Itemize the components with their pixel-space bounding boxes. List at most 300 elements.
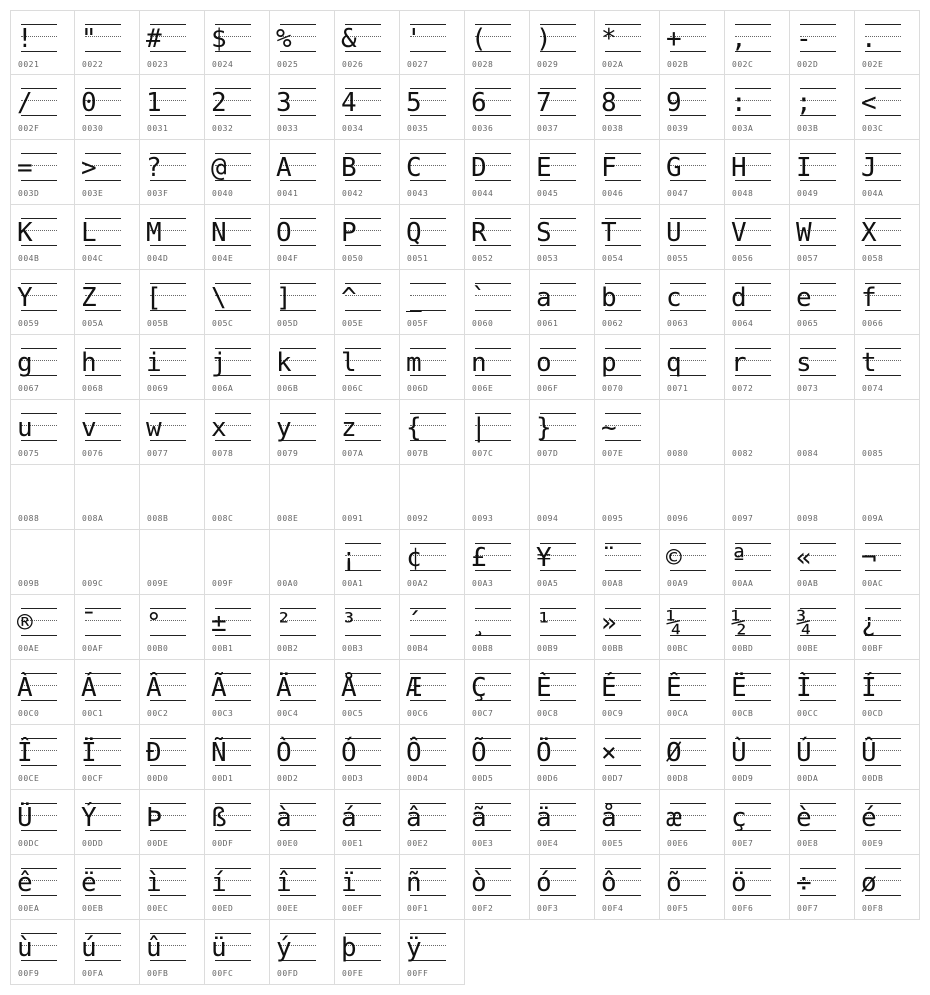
glyph-cell[interactable] bbox=[335, 660, 400, 725]
glyph-character: W bbox=[796, 218, 812, 248]
glyph-cell[interactable] bbox=[400, 335, 465, 400]
glyph-codepoint: 00FC bbox=[212, 969, 234, 978]
glyph-cell[interactable] bbox=[530, 660, 595, 725]
glyph-character bbox=[17, 477, 57, 509]
glyph-character: ã bbox=[471, 803, 487, 833]
glyph-codepoint: 00CA bbox=[667, 709, 689, 718]
glyph-cell[interactable] bbox=[790, 660, 855, 725]
glyph-cell[interactable] bbox=[660, 595, 725, 660]
glyph-cell[interactable] bbox=[530, 140, 595, 205]
glyph-cell[interactable] bbox=[140, 595, 205, 660]
glyph-cell[interactable] bbox=[335, 855, 400, 920]
glyph-codepoint: 00F2 bbox=[472, 904, 494, 913]
glyph-cell[interactable] bbox=[530, 10, 595, 75]
glyph-cell[interactable] bbox=[465, 75, 530, 140]
glyph-cell[interactable] bbox=[660, 530, 725, 595]
glyph-cell[interactable] bbox=[75, 270, 140, 335]
character-map-grid bbox=[10, 10, 920, 985]
glyph-cell[interactable] bbox=[530, 530, 595, 595]
glyph-cell[interactable] bbox=[270, 790, 335, 855]
glyph-character: Ó bbox=[341, 738, 357, 768]
glyph-codepoint: 008B bbox=[147, 514, 169, 523]
glyph-cell[interactable] bbox=[790, 205, 855, 270]
glyph-cell[interactable] bbox=[205, 790, 270, 855]
glyph-cell[interactable] bbox=[205, 465, 270, 530]
glyph-codepoint: 00C2 bbox=[147, 709, 169, 718]
glyph-cell[interactable] bbox=[465, 335, 530, 400]
glyph-codepoint: 005E bbox=[342, 319, 364, 328]
glyph-cell[interactable] bbox=[790, 335, 855, 400]
glyph-codepoint: 00F4 bbox=[602, 904, 624, 913]
glyph-cell[interactable] bbox=[270, 270, 335, 335]
glyph-character: & bbox=[341, 24, 357, 54]
glyph-cell[interactable] bbox=[660, 725, 725, 790]
glyph-cell[interactable] bbox=[270, 465, 335, 530]
glyph-cell[interactable] bbox=[660, 855, 725, 920]
glyph-cell[interactable] bbox=[75, 595, 140, 660]
glyph-character: ì bbox=[146, 868, 162, 898]
glyph-cell[interactable] bbox=[660, 75, 725, 140]
glyph-cell[interactable] bbox=[790, 270, 855, 335]
glyph-cell[interactable] bbox=[595, 140, 660, 205]
glyph-cell[interactable] bbox=[400, 855, 465, 920]
glyph-cell[interactable] bbox=[465, 855, 530, 920]
glyph-character: ÿ bbox=[406, 933, 422, 963]
glyph-cell[interactable] bbox=[465, 530, 530, 595]
glyph-cell[interactable] bbox=[660, 400, 725, 465]
glyph-cell[interactable] bbox=[75, 920, 140, 985]
glyph-cell[interactable] bbox=[595, 465, 660, 530]
glyph-codepoint: 00F1 bbox=[407, 904, 429, 913]
glyph-cell[interactable] bbox=[205, 400, 270, 465]
glyph-codepoint: 00D4 bbox=[407, 774, 429, 783]
glyph-character: ë bbox=[81, 868, 97, 898]
glyph-cell[interactable] bbox=[595, 75, 660, 140]
glyph-character bbox=[861, 477, 901, 509]
glyph-cell[interactable] bbox=[530, 205, 595, 270]
glyph-cell[interactable] bbox=[660, 790, 725, 855]
glyph-codepoint: 00E7 bbox=[732, 839, 754, 848]
glyph-character: - bbox=[796, 24, 812, 54]
glyph-cell[interactable] bbox=[205, 270, 270, 335]
glyph-cell[interactable] bbox=[465, 465, 530, 530]
glyph-cell[interactable] bbox=[335, 335, 400, 400]
glyph-codepoint: 00E5 bbox=[602, 839, 624, 848]
glyph-cell[interactable] bbox=[595, 660, 660, 725]
glyph-cell[interactable] bbox=[10, 790, 75, 855]
glyph-codepoint: 002A bbox=[602, 60, 624, 69]
glyph-cell[interactable] bbox=[205, 855, 270, 920]
glyph-cell[interactable] bbox=[400, 75, 465, 140]
glyph-codepoint: 0064 bbox=[732, 319, 754, 328]
glyph-character: Â bbox=[146, 673, 162, 703]
glyph-cell[interactable] bbox=[75, 140, 140, 205]
glyph-cell[interactable] bbox=[725, 530, 790, 595]
glyph-cell[interactable] bbox=[335, 205, 400, 270]
glyph-cell[interactable] bbox=[10, 140, 75, 205]
glyph-cell[interactable] bbox=[10, 205, 75, 270]
glyph-codepoint: 00BE bbox=[797, 644, 819, 653]
glyph-codepoint: 00C8 bbox=[537, 709, 559, 718]
glyph-cell[interactable] bbox=[400, 595, 465, 660]
glyph-codepoint: 006B bbox=[277, 384, 299, 393]
glyph-codepoint: 0052 bbox=[472, 254, 494, 263]
glyph-character: b bbox=[601, 283, 617, 313]
glyph-cell[interactable] bbox=[400, 790, 465, 855]
glyph-cell[interactable] bbox=[75, 530, 140, 595]
glyph-cell[interactable] bbox=[270, 10, 335, 75]
glyph-codepoint: 00D3 bbox=[342, 774, 364, 783]
glyph-cell[interactable] bbox=[75, 400, 140, 465]
glyph-codepoint: 00EB bbox=[82, 904, 104, 913]
glyph-cell[interactable] bbox=[790, 400, 855, 465]
glyph-codepoint: 005A bbox=[82, 319, 104, 328]
glyph-cell[interactable] bbox=[335, 595, 400, 660]
glyph-cell[interactable] bbox=[140, 465, 205, 530]
glyph-character: ÷ bbox=[796, 868, 812, 898]
glyph-cell[interactable] bbox=[725, 465, 790, 530]
glyph-cell[interactable] bbox=[660, 270, 725, 335]
glyph-cell[interactable] bbox=[10, 270, 75, 335]
glyph-cell[interactable] bbox=[660, 335, 725, 400]
glyph-codepoint: 00E8 bbox=[797, 839, 819, 848]
glyph-character: ® bbox=[17, 608, 33, 638]
glyph-cell[interactable] bbox=[855, 595, 920, 660]
glyph-cell[interactable] bbox=[595, 725, 660, 790]
glyph-cell[interactable] bbox=[10, 660, 75, 725]
glyph-cell[interactable] bbox=[790, 595, 855, 660]
glyph-cell[interactable] bbox=[270, 205, 335, 270]
glyph-cell[interactable] bbox=[530, 270, 595, 335]
glyph-cell[interactable] bbox=[270, 335, 335, 400]
glyph-cell[interactable] bbox=[725, 595, 790, 660]
glyph-cell[interactable] bbox=[465, 205, 530, 270]
glyph-cell[interactable] bbox=[595, 530, 660, 595]
glyph-character: Ë bbox=[731, 673, 747, 703]
glyph-codepoint: 00C0 bbox=[18, 709, 40, 718]
glyph-cell[interactable] bbox=[10, 465, 75, 530]
glyph-cell[interactable] bbox=[205, 595, 270, 660]
glyph-cell[interactable] bbox=[335, 920, 400, 985]
glyph-cell[interactable] bbox=[335, 10, 400, 75]
glyph-character: c bbox=[666, 283, 682, 313]
glyph-character: * bbox=[601, 24, 617, 54]
glyph-cell[interactable] bbox=[140, 855, 205, 920]
glyph-codepoint: 0029 bbox=[537, 60, 559, 69]
glyph-cell[interactable] bbox=[855, 855, 920, 920]
glyph-cell[interactable] bbox=[660, 10, 725, 75]
glyph-character bbox=[276, 542, 316, 574]
glyph-cell[interactable] bbox=[725, 790, 790, 855]
glyph-cell[interactable] bbox=[530, 595, 595, 660]
glyph-cell[interactable] bbox=[335, 75, 400, 140]
glyph-cell[interactable] bbox=[270, 725, 335, 790]
glyph-cell[interactable] bbox=[855, 205, 920, 270]
glyph-cell[interactable] bbox=[660, 140, 725, 205]
glyph-cell[interactable] bbox=[530, 465, 595, 530]
glyph-cell[interactable] bbox=[10, 725, 75, 790]
glyph-cell[interactable] bbox=[335, 790, 400, 855]
glyph-cell[interactable] bbox=[595, 205, 660, 270]
glyph-character: è bbox=[796, 803, 812, 833]
glyph-codepoint: 00F7 bbox=[797, 904, 819, 913]
glyph-cell[interactable] bbox=[465, 270, 530, 335]
glyph-cell[interactable] bbox=[75, 465, 140, 530]
glyph-character: 3 bbox=[276, 88, 292, 118]
glyph-codepoint: 0031 bbox=[147, 124, 169, 133]
glyph-codepoint: 0062 bbox=[602, 319, 624, 328]
glyph-cell[interactable] bbox=[400, 465, 465, 530]
glyph-cell[interactable] bbox=[75, 725, 140, 790]
glyph-cell[interactable] bbox=[140, 335, 205, 400]
glyph-codepoint: 0077 bbox=[147, 449, 169, 458]
glyph-cell[interactable] bbox=[790, 725, 855, 790]
glyph-cell[interactable] bbox=[660, 465, 725, 530]
glyph-cell[interactable] bbox=[400, 400, 465, 465]
glyph-cell[interactable] bbox=[725, 660, 790, 725]
glyph-cell[interactable] bbox=[270, 400, 335, 465]
glyph-cell[interactable] bbox=[790, 140, 855, 205]
glyph-codepoint: 00F3 bbox=[537, 904, 559, 913]
glyph-codepoint: 00A0 bbox=[277, 579, 299, 588]
glyph-codepoint: 009A bbox=[862, 514, 884, 523]
glyph-cell[interactable] bbox=[660, 660, 725, 725]
glyph-cell[interactable] bbox=[595, 400, 660, 465]
glyph-cell[interactable] bbox=[10, 920, 75, 985]
glyph-codepoint: 0044 bbox=[472, 189, 494, 198]
glyph-character bbox=[146, 477, 186, 509]
glyph-cell[interactable] bbox=[10, 530, 75, 595]
glyph-cell[interactable] bbox=[725, 335, 790, 400]
glyph-cell[interactable] bbox=[530, 725, 595, 790]
glyph-cell[interactable] bbox=[205, 725, 270, 790]
glyph-character: I bbox=[796, 153, 812, 183]
glyph-codepoint: 00D6 bbox=[537, 774, 559, 783]
glyph-codepoint: 00FE bbox=[342, 969, 364, 978]
glyph-cell[interactable] bbox=[205, 335, 270, 400]
glyph-codepoint: 0078 bbox=[212, 449, 234, 458]
glyph-cell[interactable] bbox=[140, 790, 205, 855]
glyph-cell[interactable] bbox=[10, 75, 75, 140]
glyph-cell[interactable] bbox=[335, 530, 400, 595]
glyph-cell[interactable] bbox=[10, 400, 75, 465]
glyph-codepoint: 0057 bbox=[797, 254, 819, 263]
glyph-character: ß bbox=[211, 803, 227, 833]
glyph-cell[interactable] bbox=[335, 465, 400, 530]
glyph-cell[interactable] bbox=[205, 530, 270, 595]
glyph-cell[interactable] bbox=[140, 205, 205, 270]
glyph-cell[interactable] bbox=[595, 10, 660, 75]
glyph-cell[interactable] bbox=[270, 530, 335, 595]
glyph-cell[interactable] bbox=[75, 855, 140, 920]
glyph-cell[interactable] bbox=[855, 140, 920, 205]
glyph-cell[interactable] bbox=[400, 140, 465, 205]
glyph-codepoint: 009C bbox=[82, 579, 104, 588]
glyph-cell[interactable] bbox=[140, 660, 205, 725]
glyph-character: s bbox=[796, 348, 812, 378]
glyph-cell[interactable] bbox=[140, 725, 205, 790]
glyph-cell[interactable] bbox=[10, 10, 75, 75]
glyph-cell[interactable] bbox=[855, 335, 920, 400]
glyph-cell[interactable] bbox=[75, 660, 140, 725]
glyph-cell[interactable] bbox=[595, 855, 660, 920]
glyph-cell[interactable] bbox=[270, 855, 335, 920]
glyph-cell[interactable] bbox=[400, 660, 465, 725]
glyph-cell[interactable] bbox=[465, 10, 530, 75]
glyph-cell[interactable] bbox=[595, 595, 660, 660]
glyph-codepoint: 0085 bbox=[862, 449, 884, 458]
glyph-cell[interactable] bbox=[75, 205, 140, 270]
glyph-cell[interactable] bbox=[10, 855, 75, 920]
glyph-cell[interactable] bbox=[205, 140, 270, 205]
glyph-cell[interactable] bbox=[140, 400, 205, 465]
glyph-cell[interactable] bbox=[335, 140, 400, 205]
glyph-character: _ bbox=[406, 283, 422, 313]
glyph-cell[interactable] bbox=[790, 10, 855, 75]
glyph-codepoint: 00EA bbox=[18, 904, 40, 913]
glyph-character: Ñ bbox=[211, 738, 227, 768]
glyph-codepoint: 00CE bbox=[18, 774, 40, 783]
glyph-cell[interactable] bbox=[790, 790, 855, 855]
glyph-cell[interactable] bbox=[400, 920, 465, 985]
glyph-cell[interactable] bbox=[855, 75, 920, 140]
glyph-cell[interactable] bbox=[205, 920, 270, 985]
glyph-codepoint: 00ED bbox=[212, 904, 234, 913]
glyph-cell[interactable] bbox=[855, 725, 920, 790]
glyph-cell[interactable] bbox=[465, 140, 530, 205]
glyph-character: Ç bbox=[471, 673, 487, 703]
glyph-cell[interactable] bbox=[790, 465, 855, 530]
glyph-cell[interactable] bbox=[75, 75, 140, 140]
glyph-cell[interactable] bbox=[855, 530, 920, 595]
glyph-cell[interactable] bbox=[855, 465, 920, 530]
glyph-cell[interactable] bbox=[725, 725, 790, 790]
glyph-cell[interactable] bbox=[725, 855, 790, 920]
glyph-cell[interactable] bbox=[270, 660, 335, 725]
glyph-codepoint: 006C bbox=[342, 384, 364, 393]
glyph-codepoint: 00CC bbox=[797, 709, 819, 718]
glyph-character: $ bbox=[211, 24, 227, 54]
glyph-cell[interactable] bbox=[855, 660, 920, 725]
glyph-cell[interactable] bbox=[790, 855, 855, 920]
glyph-cell[interactable] bbox=[270, 140, 335, 205]
glyph-cell[interactable] bbox=[205, 660, 270, 725]
glyph-cell[interactable] bbox=[855, 790, 920, 855]
glyph-cell[interactable] bbox=[530, 335, 595, 400]
glyph-cell[interactable] bbox=[140, 10, 205, 75]
glyph-cell[interactable] bbox=[790, 530, 855, 595]
glyph-cell[interactable] bbox=[270, 920, 335, 985]
glyph-character bbox=[211, 542, 251, 574]
glyph-codepoint: 0068 bbox=[82, 384, 104, 393]
glyph-codepoint: 00D1 bbox=[212, 774, 234, 783]
glyph-codepoint: 00BD bbox=[732, 644, 754, 653]
glyph-codepoint: 0027 bbox=[407, 60, 429, 69]
glyph-cell[interactable] bbox=[530, 790, 595, 855]
glyph-character: J bbox=[861, 153, 877, 183]
glyph-cell[interactable] bbox=[465, 400, 530, 465]
glyph-codepoint: 0025 bbox=[277, 60, 299, 69]
glyph-character: ² bbox=[276, 608, 292, 638]
glyph-cell[interactable] bbox=[270, 595, 335, 660]
glyph-cell[interactable] bbox=[530, 75, 595, 140]
glyph-cell[interactable] bbox=[725, 270, 790, 335]
glyph-character: X bbox=[861, 218, 877, 248]
glyph-codepoint: 00AE bbox=[18, 644, 40, 653]
glyph-cell[interactable] bbox=[595, 335, 660, 400]
glyph-cell[interactable] bbox=[140, 270, 205, 335]
glyph-cell[interactable] bbox=[400, 725, 465, 790]
glyph-cell[interactable] bbox=[140, 920, 205, 985]
glyph-cell[interactable] bbox=[725, 400, 790, 465]
glyph-codepoint: 0088 bbox=[18, 514, 40, 523]
glyph-cell[interactable] bbox=[205, 10, 270, 75]
glyph-cell[interactable] bbox=[400, 530, 465, 595]
glyph-character: [ bbox=[146, 283, 162, 313]
glyph-cell[interactable] bbox=[465, 725, 530, 790]
glyph-cell[interactable] bbox=[465, 660, 530, 725]
glyph-codepoint: 003B bbox=[797, 124, 819, 133]
glyph-cell[interactable] bbox=[140, 530, 205, 595]
glyph-cell[interactable] bbox=[205, 75, 270, 140]
glyph-cell[interactable] bbox=[530, 400, 595, 465]
glyph-character: Í bbox=[861, 673, 877, 703]
glyph-cell[interactable] bbox=[725, 75, 790, 140]
glyph-character: É bbox=[601, 673, 617, 703]
glyph-cell[interactable] bbox=[855, 270, 920, 335]
glyph-codepoint: 0055 bbox=[667, 254, 689, 263]
glyph-cell[interactable] bbox=[75, 335, 140, 400]
glyph-cell[interactable] bbox=[75, 790, 140, 855]
glyph-character: B bbox=[341, 153, 357, 183]
glyph-codepoint: 00D7 bbox=[602, 774, 624, 783]
glyph-character: ñ bbox=[406, 868, 422, 898]
glyph-character: â bbox=[406, 803, 422, 833]
glyph-cell[interactable] bbox=[270, 75, 335, 140]
glyph-cell[interactable] bbox=[725, 10, 790, 75]
glyph-character: Á bbox=[81, 673, 97, 703]
glyph-character: x bbox=[211, 413, 227, 443]
glyph-cell[interactable] bbox=[140, 75, 205, 140]
glyph-cell[interactable] bbox=[400, 205, 465, 270]
glyph-cell[interactable] bbox=[140, 140, 205, 205]
glyph-character bbox=[731, 477, 771, 509]
glyph-character: a bbox=[536, 283, 552, 313]
glyph-cell[interactable] bbox=[790, 75, 855, 140]
glyph-cell[interactable] bbox=[10, 595, 75, 660]
glyph-cell[interactable] bbox=[400, 270, 465, 335]
glyph-cell[interactable] bbox=[205, 205, 270, 270]
glyph-codepoint: 0032 bbox=[212, 124, 234, 133]
glyph-cell[interactable] bbox=[855, 400, 920, 465]
glyph-cell[interactable] bbox=[10, 335, 75, 400]
glyph-cell[interactable] bbox=[400, 10, 465, 75]
glyph-cell[interactable] bbox=[530, 855, 595, 920]
glyph-cell[interactable] bbox=[335, 400, 400, 465]
glyph-character: ' bbox=[406, 24, 422, 54]
glyph-cell[interactable] bbox=[335, 725, 400, 790]
glyph-cell[interactable] bbox=[465, 595, 530, 660]
glyph-cell[interactable] bbox=[725, 205, 790, 270]
glyph-cell[interactable] bbox=[465, 790, 530, 855]
glyph-cell[interactable] bbox=[660, 205, 725, 270]
glyph-cell[interactable] bbox=[595, 270, 660, 335]
glyph-cell[interactable] bbox=[335, 270, 400, 335]
glyph-cell[interactable] bbox=[725, 140, 790, 205]
glyph-cell[interactable] bbox=[595, 790, 660, 855]
glyph-cell[interactable] bbox=[855, 10, 920, 75]
glyph-cell[interactable] bbox=[75, 10, 140, 75]
